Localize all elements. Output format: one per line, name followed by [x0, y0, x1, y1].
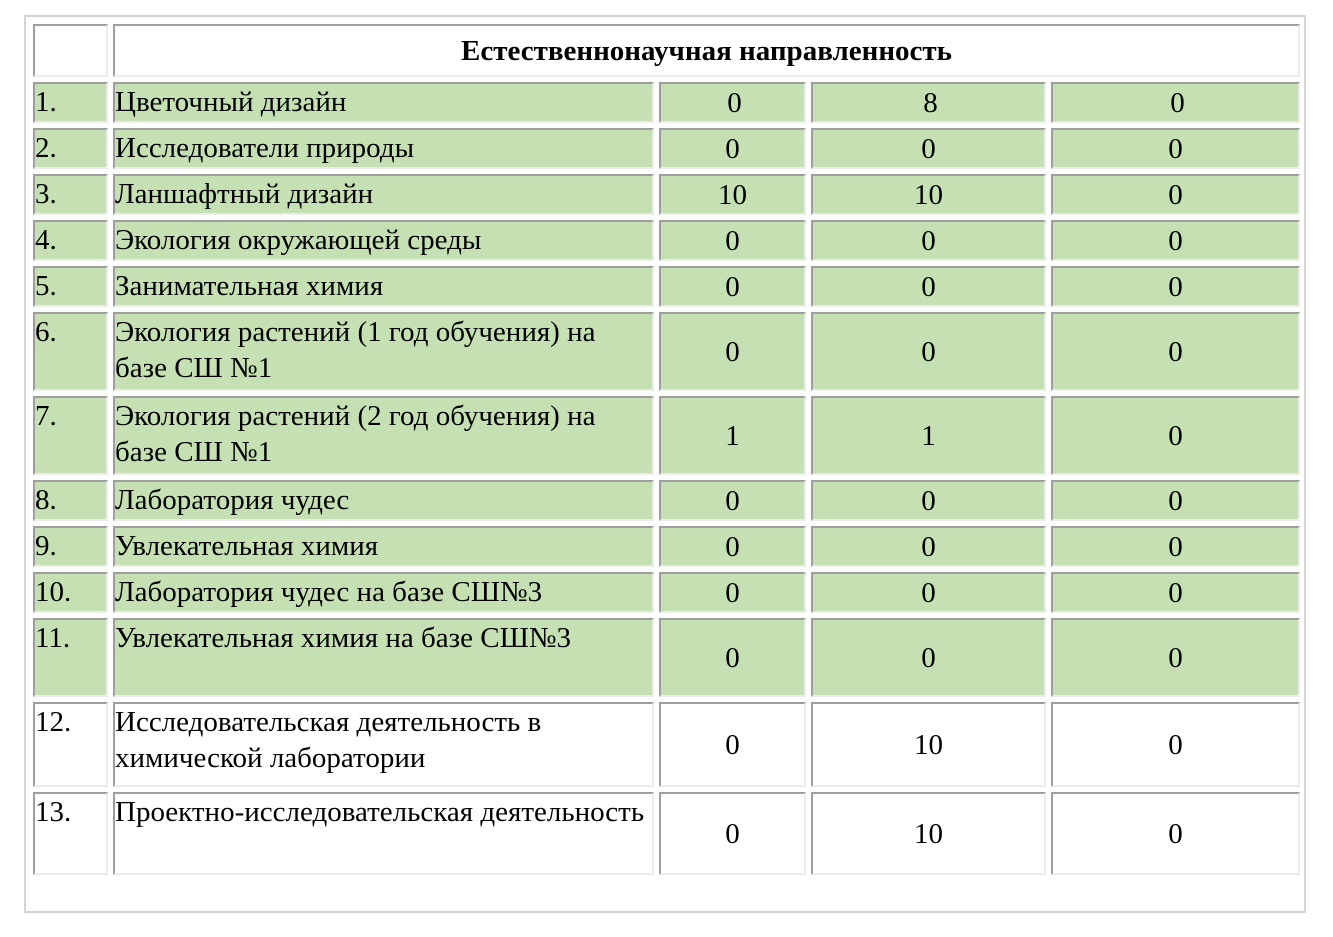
value-col-1: 0	[659, 128, 806, 169]
value-col-3: 0	[1051, 702, 1300, 787]
row-number: 10.	[33, 572, 108, 613]
value-col-1: 0	[659, 792, 806, 875]
value-col-2: 8	[811, 82, 1046, 123]
value-col-3: 0	[1051, 526, 1300, 567]
table-row	[33, 526, 1300, 567]
value-col-1: 0	[659, 266, 806, 307]
value-col-2: 0	[811, 128, 1046, 169]
value-col-1: 0	[659, 572, 806, 613]
value-col-2: 0	[811, 266, 1046, 307]
value-col-3: 0	[1051, 128, 1300, 169]
table-row	[33, 220, 1300, 261]
value-col-2: 10	[811, 174, 1046, 215]
program-table-frame	[24, 15, 1306, 913]
table-row	[33, 82, 1300, 123]
value-col-3: 0	[1051, 618, 1300, 697]
table-row	[33, 618, 1300, 697]
table-title: Естественнонаучная направленность	[113, 24, 1300, 77]
value-col-2: 0	[811, 312, 1046, 391]
row-number: 2.	[33, 128, 108, 169]
value-col-2: 0	[811, 572, 1046, 613]
program-name: Ланшафтный дизайн	[113, 174, 654, 215]
program-name: Лаборатория чудес на базе СШ№3	[113, 572, 654, 613]
program-name: Экология растений (2 год обучения) на базе СШ №1	[113, 396, 654, 475]
value-col-1: 0	[659, 526, 806, 567]
program-name: Увлекательная химия	[113, 526, 654, 567]
table-row	[33, 480, 1300, 521]
program-name: Экология растений (1 год обучения) на базе СШ №1	[113, 312, 654, 391]
program-name: Увлекательная химия на базе СШ№3	[113, 618, 654, 697]
row-number: 5.	[33, 266, 108, 307]
row-number: 1.	[33, 82, 108, 123]
table-row	[33, 792, 1300, 875]
table-row	[33, 396, 1300, 475]
table-row	[33, 128, 1300, 169]
table-row	[33, 572, 1300, 613]
value-col-2: 10	[811, 702, 1046, 787]
row-number: 13.	[33, 792, 108, 875]
value-col-3: 0	[1051, 792, 1300, 875]
header-number-cell	[33, 24, 108, 77]
value-col-3: 0	[1051, 266, 1300, 307]
row-number: 8.	[33, 480, 108, 521]
program-name: Цветочный дизайн	[113, 82, 654, 123]
program-name: Экология окружающей среды	[113, 220, 654, 261]
value-col-1: 0	[659, 618, 806, 697]
row-number: 11.	[33, 618, 108, 697]
value-col-3: 0	[1051, 396, 1300, 475]
value-col-2: 0	[811, 526, 1046, 567]
value-col-2: 0	[811, 618, 1046, 697]
row-number: 6.	[33, 312, 108, 391]
table-row	[33, 174, 1300, 215]
table-row	[33, 266, 1300, 307]
program-name: Лаборатория чудес	[113, 480, 654, 521]
value-col-1: 0	[659, 220, 806, 261]
table-row	[33, 312, 1300, 391]
value-col-2: 10	[811, 792, 1046, 875]
program-name: Исследователи природы	[113, 128, 654, 169]
value-col-3: 0	[1051, 312, 1300, 391]
value-col-3: 0	[1051, 572, 1300, 613]
value-col-1: 1	[659, 396, 806, 475]
value-col-3: 0	[1051, 174, 1300, 215]
table-row	[33, 702, 1300, 787]
value-col-2: 0	[811, 220, 1046, 261]
value-col-1: 0	[659, 82, 806, 123]
program-name: Занимательная химия	[113, 266, 654, 307]
value-col-2: 0	[811, 480, 1046, 521]
table-header-row	[33, 24, 1300, 77]
value-col-1: 0	[659, 480, 806, 521]
value-col-1: 0	[659, 312, 806, 391]
row-number: 9.	[33, 526, 108, 567]
value-col-1: 0	[659, 702, 806, 787]
value-col-3: 0	[1051, 480, 1300, 521]
row-number: 4.	[33, 220, 108, 261]
value-col-1: 10	[659, 174, 806, 215]
row-number: 12.	[33, 702, 108, 787]
row-number: 7.	[33, 396, 108, 475]
value-col-2: 1	[811, 396, 1046, 475]
row-number: 3.	[33, 174, 108, 215]
program-name: Проектно-исследовательская деятельность	[113, 792, 654, 875]
program-name: Исследовательская деятельность в химической лаборатории	[113, 702, 654, 787]
value-col-3: 0	[1051, 82, 1300, 123]
program-table	[28, 19, 1305, 880]
value-col-3: 0	[1051, 220, 1300, 261]
